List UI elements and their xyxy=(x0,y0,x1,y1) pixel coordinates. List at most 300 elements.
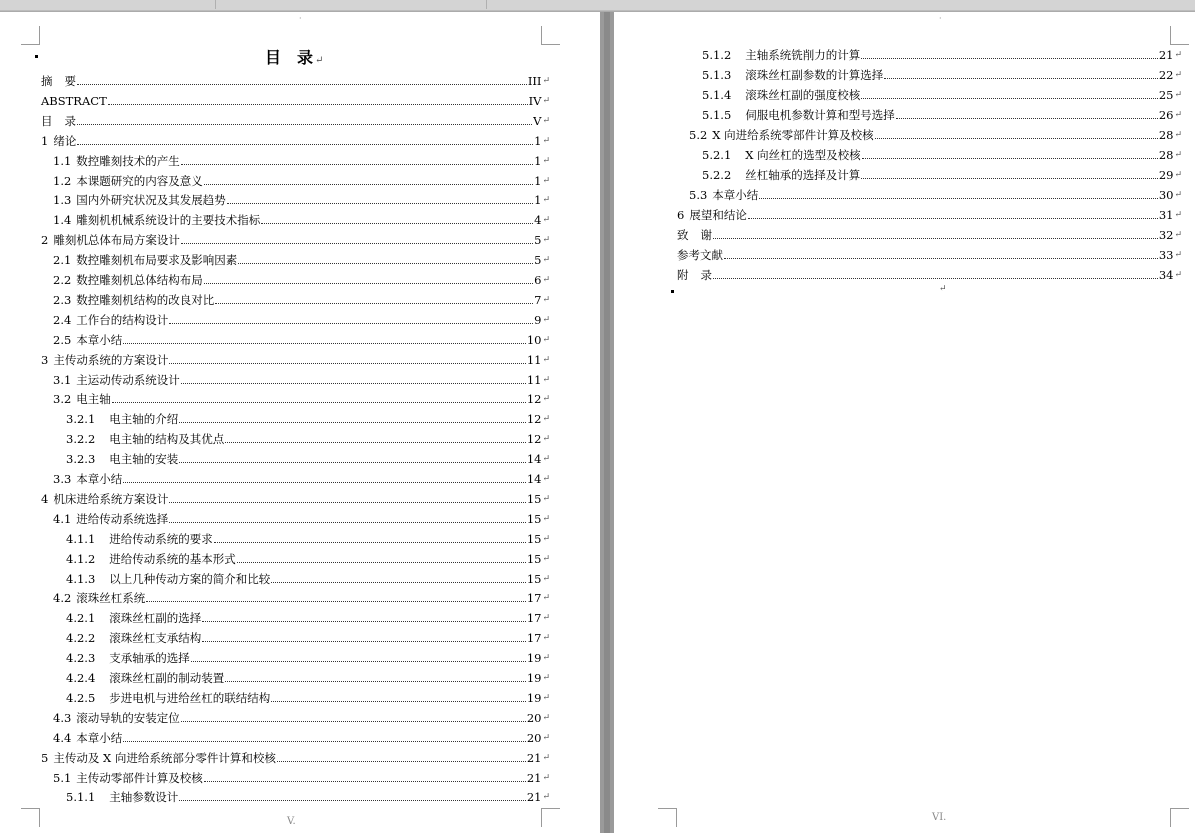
toc-entry-number: 5.1.5 xyxy=(702,108,732,122)
paragraph-mark: ↵ xyxy=(542,474,550,484)
dot-leader xyxy=(862,158,1158,159)
toc-entry-number: 5.1.4 xyxy=(702,88,732,102)
toc-entry-page: 25 xyxy=(1158,88,1174,102)
crop-mark xyxy=(658,808,677,827)
paragraph-mark: ↵ xyxy=(542,434,550,445)
toc-entry[interactable] xyxy=(53,168,550,188)
paragraph-mark: ↵ xyxy=(542,294,550,305)
dot-leader xyxy=(77,124,532,125)
dot-leader xyxy=(169,522,526,523)
dot-leader xyxy=(238,263,533,264)
dot-leader xyxy=(237,562,526,563)
toc-entry-page: 6 xyxy=(534,273,542,287)
paragraph-mark: ↵ xyxy=(542,633,550,644)
toc-entry-number: 5.3 xyxy=(689,188,708,202)
dot-leader xyxy=(169,323,533,324)
toc-entry-title: ABSTRACT xyxy=(41,93,107,108)
toc-entry[interactable] xyxy=(41,108,550,128)
toc-entry-page: 10 xyxy=(526,332,542,347)
toc-entry-number: 4.3 xyxy=(53,710,72,725)
paragraph-mark: ↵ xyxy=(542,493,550,504)
toc-entry[interactable] xyxy=(66,605,550,625)
toc-entry-title: 滚珠丝杠副参数的计算选择 xyxy=(745,68,884,82)
dot-leader xyxy=(214,542,526,543)
footer-page-number: VI xyxy=(932,812,944,823)
paragraph-mark: ↵ xyxy=(1174,130,1182,140)
paragraph-mark: ↵ xyxy=(542,573,550,584)
toc-entry-number: 2.4 xyxy=(53,312,72,327)
toc-entry-title: 进给传动系统的要求 xyxy=(109,531,213,546)
toc-entry[interactable] xyxy=(41,745,550,765)
toc-entry-number: 1.3 xyxy=(53,193,72,208)
toc-entry-title: 数控雕刻技术的产生 xyxy=(76,153,180,168)
toc-entry[interactable] xyxy=(53,327,550,347)
toc-entry-number: 2.3 xyxy=(53,292,72,307)
toc-entry-page: 21 xyxy=(1158,48,1174,62)
toc-entry-number: 5.2.2 xyxy=(702,168,732,182)
toc-entry[interactable] xyxy=(66,784,550,804)
paragraph-mark: ↵ xyxy=(939,284,947,294)
toc-entry[interactable] xyxy=(41,486,550,506)
toc-entry-number: 附 xyxy=(677,268,689,282)
title-char: 目 xyxy=(265,48,284,67)
paragraph-mark: ↵ xyxy=(542,613,550,624)
toc-entry-title: 电主轴的介绍 xyxy=(109,412,179,427)
dot-leader xyxy=(861,178,1158,179)
toc-entry[interactable] xyxy=(66,645,550,665)
toc-entry-page: 21 xyxy=(526,750,542,765)
toc-entry-page: 11 xyxy=(526,352,542,367)
toc-entry[interactable] xyxy=(689,182,1182,202)
toc-entry[interactable] xyxy=(53,148,550,168)
page-gap xyxy=(600,12,614,833)
toc-entry-title: 滚珠丝杠副的选择 xyxy=(109,611,202,626)
toc-entry-page: 28 xyxy=(1158,148,1174,162)
dot-leader xyxy=(169,363,525,364)
dot-leader xyxy=(108,104,528,105)
toc-entry[interactable] xyxy=(66,426,550,446)
toc-entry[interactable] xyxy=(41,68,550,88)
toc-entry-page: V xyxy=(533,113,542,128)
toc-entry-title: 机床进给系统方案设计 xyxy=(53,491,169,506)
paragraph-mark: ↵ xyxy=(542,175,550,186)
toc-entry-title: 主运动传动系统设计 xyxy=(76,372,180,387)
toc-entry-number: 3.2.3 xyxy=(66,452,96,467)
toc-entry-number: 摘 xyxy=(41,74,53,88)
page-title xyxy=(265,45,323,68)
toc-entry-title: 要 xyxy=(64,74,76,88)
toc-entry[interactable] xyxy=(53,307,550,327)
dot-leader xyxy=(875,138,1158,139)
toc-entry-title: 电主轴的结构及其优点 xyxy=(109,432,225,447)
toc-entry-number: 2.1 xyxy=(53,253,72,268)
dot-leader xyxy=(896,118,1158,119)
toc-entry-number: 5.1 xyxy=(53,770,72,785)
dot-leader xyxy=(271,582,526,583)
toc-entry[interactable] xyxy=(702,102,1182,122)
toc-entry-page: 21 xyxy=(526,770,542,785)
dot-leader xyxy=(202,621,526,622)
paragraph-mark: ↵ xyxy=(542,732,550,743)
toc-entry[interactable] xyxy=(41,347,550,367)
toc-entry-page: 14 xyxy=(526,472,542,486)
dot-leader xyxy=(123,343,526,344)
toc-entry-number: 5.2.1 xyxy=(702,148,732,162)
toc-entry-title: 雕刻机总体布局方案设计 xyxy=(53,233,180,248)
page-gap-bar xyxy=(604,12,610,833)
crop-mark xyxy=(21,26,40,45)
header-mark: · xyxy=(299,14,302,23)
toc-entry-page: 15 xyxy=(526,491,542,506)
toc-entry-page: 1 xyxy=(534,173,542,188)
toc-entry[interactable] xyxy=(66,625,550,645)
ruler-segment xyxy=(0,0,216,9)
toc-entry-title: 展望和结论 xyxy=(689,208,747,222)
toc-entry-page: 32 xyxy=(1158,228,1174,242)
toc-entry-page: 5 xyxy=(534,233,542,248)
toc-entry-number: 3.3 xyxy=(53,472,72,486)
paragraph-mark: ↵ xyxy=(542,135,550,146)
document-page-vi[interactable] xyxy=(614,12,1195,833)
paragraph-mark: ↵ xyxy=(1174,190,1182,200)
paragraph-mark: ↵ xyxy=(1174,270,1182,280)
toc-entry-title: 以上几种传动方案的简介和比较 xyxy=(109,571,271,586)
toc-entry-number: 4.2.1 xyxy=(66,611,96,626)
toc-entry-title: 滚珠丝杠系统 xyxy=(76,591,146,606)
toc-entry-title: 滚珠丝杠副的制动装置 xyxy=(109,671,225,685)
toc-entry-page: 5 xyxy=(534,253,542,268)
toc-entry-page: 33 xyxy=(1158,248,1174,262)
dot-leader xyxy=(261,223,533,224)
toc-entry-number: 4.1.1 xyxy=(66,531,96,546)
crop-mark xyxy=(21,808,40,827)
toc-entry-title: 数控雕刻机结构的改良对比 xyxy=(76,292,215,307)
toc-entry-page: IV xyxy=(528,93,542,108)
toc-entry-title: 雕刻机机械系统设计的主要技术指标 xyxy=(76,213,261,228)
toc-entry-page: 12 xyxy=(526,412,542,427)
dot-leader xyxy=(748,218,1158,219)
dot-leader xyxy=(759,198,1158,199)
toc-entry-number: 5.1.3 xyxy=(702,68,732,82)
paragraph-mark: ↵ xyxy=(542,115,550,126)
toc-entry-title: 步进电机与进给丝杠的联结结构 xyxy=(109,690,271,705)
paragraph-mark: ↵ xyxy=(542,195,550,206)
dot-leader xyxy=(713,238,1158,239)
toc-entry-number: 1.4 xyxy=(53,213,72,228)
paragraph-mark: ↵ xyxy=(542,513,550,524)
toc-entry[interactable] xyxy=(677,242,1182,262)
toc-entry-number: 5.1.2 xyxy=(702,48,732,62)
paragraph-mark: ↵ xyxy=(542,692,550,703)
document-page-v[interactable] xyxy=(0,12,600,833)
toc-entry-title: X 向丝杠的选型及校核 xyxy=(745,148,861,162)
toc-entry-number: 1 xyxy=(41,133,49,148)
toc-entry-number: 4.4 xyxy=(53,730,72,745)
dot-leader xyxy=(112,402,526,403)
dot-leader xyxy=(181,243,533,244)
toc-entry-number: 致 xyxy=(677,228,689,242)
dot-leader xyxy=(204,781,526,782)
paragraph-mark: ↵ xyxy=(1174,110,1182,120)
paragraph-mark: ↵ xyxy=(542,95,550,106)
paragraph-mark: ↵ xyxy=(542,653,550,664)
dot-leader xyxy=(204,283,533,284)
toc-entry-title: 国内外研究状况及其发展趋势 xyxy=(76,193,226,208)
toc-entry-title: 录 xyxy=(700,268,712,282)
toc-entry-number: 2 xyxy=(41,233,49,248)
paragraph-mark: ↵ xyxy=(1174,90,1182,100)
toc-entry-page: 21 xyxy=(526,790,542,805)
toc-entry-title: 本章小结 xyxy=(76,332,123,347)
toc-entry-title: 电主轴 xyxy=(76,392,111,407)
toc-entry-title: 本课题研究的内容及意义 xyxy=(76,173,203,188)
toc-entry-title: 本章小结 xyxy=(712,188,759,202)
paragraph-mark: ↵ xyxy=(542,215,550,226)
toc-entry[interactable] xyxy=(66,665,550,685)
toc-entry-title: 滚珠丝杠支承结构 xyxy=(109,631,202,646)
toc-entry-number: 3 xyxy=(41,352,49,367)
toc-entry-title: 主传动及 X 向进给系统部分零件计算和校核 xyxy=(53,750,276,765)
toc-entry-number: 4.1.2 xyxy=(66,551,96,566)
toc-entry[interactable] xyxy=(53,367,550,387)
toc-entry-title: 数控雕刻机布局要求及影响因素 xyxy=(76,253,238,268)
toc-entry[interactable] xyxy=(66,685,550,705)
toc-entry-number: 4.1 xyxy=(53,511,72,526)
toc-entry-title: 电主轴的安装 xyxy=(109,452,179,467)
toc-entry-number: 3.2.2 xyxy=(66,432,96,447)
toc-entry[interactable] xyxy=(53,585,550,605)
toc-entry-title: 丝杠轴承的选择及计算 xyxy=(745,168,861,182)
toc-entry-title: 参考文献 xyxy=(677,248,723,262)
toc-entry[interactable] xyxy=(53,725,550,745)
paragraph-mark: ↵ xyxy=(542,374,550,385)
dot-leader xyxy=(146,601,526,602)
paragraph-mark: ↵ xyxy=(542,454,550,465)
toc-entry-title: 绪论 xyxy=(53,133,77,148)
toc-entry-page: 15 xyxy=(526,511,542,526)
toc-entry-title: 数控雕刻机总体结构布局 xyxy=(76,273,203,287)
paragraph-mark: ↵ xyxy=(1174,210,1182,220)
paragraph-bullet xyxy=(35,55,38,58)
toc-entry-page: 20 xyxy=(526,730,542,745)
paragraph-mark: ↵ xyxy=(542,394,550,405)
toc-entry-number: 4 xyxy=(41,491,49,506)
toc-entry-page: 22 xyxy=(1158,68,1174,82)
toc-entry-page: III xyxy=(527,74,542,88)
dot-leader xyxy=(181,164,533,165)
toc-entry[interactable] xyxy=(41,88,550,108)
toc-entry-number: 5 xyxy=(41,750,49,765)
toc-entry[interactable] xyxy=(66,566,550,586)
toc-entry[interactable] xyxy=(66,546,550,566)
page-number-footer: VI. xyxy=(932,812,947,823)
toc-entry-title: 主传动系统的方案设计 xyxy=(53,352,169,367)
dot-leader xyxy=(77,144,533,145)
toc-entry-page: 12 xyxy=(526,392,542,407)
paragraph-mark: ↵ xyxy=(542,334,550,345)
paragraph-mark: ↵ xyxy=(542,354,550,365)
toc-entry-page: 11 xyxy=(526,372,542,387)
toc-entry-title: 支承轴承的选择 xyxy=(109,651,190,666)
dot-leader xyxy=(77,84,527,85)
dot-leader xyxy=(202,641,526,642)
toc-entry[interactable] xyxy=(41,227,550,247)
toc-entry-number: 1.2 xyxy=(53,173,72,188)
paragraph-mark: ↵ xyxy=(1174,50,1182,60)
toc-entry[interactable] xyxy=(702,82,1182,102)
toc-entry-title: 伺服电机参数计算和型号选择 xyxy=(745,108,895,122)
toc-entry[interactable] xyxy=(677,222,1182,242)
toc-entry[interactable] xyxy=(677,262,1182,282)
paragraph-mark: ↵ xyxy=(1174,170,1182,180)
toc-entry[interactable] xyxy=(53,247,550,267)
toc-entry-title: 主传动零部件计算及校核 xyxy=(76,770,203,785)
dot-leader xyxy=(271,701,526,702)
toc-entry[interactable] xyxy=(53,287,550,307)
dot-leader xyxy=(181,383,526,384)
toc-entry-number: 5.1.1 xyxy=(66,790,96,805)
toc-entry-page: 15 xyxy=(526,551,542,566)
dot-leader xyxy=(884,78,1158,79)
toc-entry[interactable] xyxy=(53,267,550,287)
toc-entry-page: 19 xyxy=(526,690,542,705)
paragraph-mark: ↵ xyxy=(542,712,550,723)
toc-entry[interactable] xyxy=(53,207,550,227)
toc-entry-page: 15 xyxy=(526,531,542,546)
toc-entry[interactable] xyxy=(702,42,1182,62)
toc-entry[interactable] xyxy=(53,386,550,406)
toc-entry[interactable] xyxy=(66,526,550,546)
toc-entry-title: 滚珠丝杠副的强度校核 xyxy=(745,88,861,102)
toc-entry-title: 主轴系统铣削力的计算 xyxy=(745,48,861,62)
toc-entry-number: 5.2 xyxy=(689,128,708,142)
toc-entry-number: 3.2 xyxy=(53,392,72,407)
toc-entry-number: 4.2.5 xyxy=(66,690,96,705)
toc-entry-number: 4.2.3 xyxy=(66,651,96,666)
paragraph-mark: ↵ xyxy=(542,275,550,285)
toc-entry-page: 17 xyxy=(526,611,542,626)
paragraph-mark: ↵ xyxy=(542,414,550,425)
dot-leader xyxy=(181,721,526,722)
toc-entry[interactable] xyxy=(53,765,550,785)
paragraph-mark: ↵ xyxy=(542,772,550,783)
dot-leader xyxy=(179,422,526,423)
dot-leader xyxy=(227,203,533,204)
paragraph-mark: ↵ xyxy=(542,235,550,246)
dot-leader xyxy=(225,681,526,682)
toc-entry-number: 2.2 xyxy=(53,273,72,287)
toc-entry-page: 1 xyxy=(534,153,542,168)
toc-entry-page: 34 xyxy=(1158,268,1174,282)
toc-entry-title: 谢 xyxy=(700,228,712,242)
toc-entry-page: 12 xyxy=(526,432,542,447)
toc-entry[interactable] xyxy=(702,162,1182,182)
dot-leader xyxy=(861,58,1158,59)
toc-entry[interactable] xyxy=(702,142,1182,162)
toc-entry-title: 工作台的结构设计 xyxy=(76,312,169,327)
toc-entry-number: 3.2.1 xyxy=(66,412,96,427)
paragraph-mark: ↵ xyxy=(542,593,550,604)
dot-leader xyxy=(204,184,533,185)
toc-entry-page: 17 xyxy=(526,591,542,606)
toc-entry-number: 目 xyxy=(41,113,53,128)
footer-page-number: V xyxy=(287,816,293,827)
paragraph-mark: ↵ xyxy=(542,752,550,763)
toc-entry-number: 4.1.3 xyxy=(66,571,96,586)
dot-leader xyxy=(225,442,526,443)
toc-entry-page: 7 xyxy=(534,292,542,307)
toc-entry[interactable] xyxy=(702,62,1182,82)
dot-leader xyxy=(169,502,525,503)
toc-entry[interactable] xyxy=(66,446,550,466)
toc-entry-page: 1 xyxy=(534,193,542,208)
dot-leader xyxy=(123,741,526,742)
paragraph-mark: ↵ xyxy=(542,76,550,86)
toc-entry-page: 29 xyxy=(1158,168,1174,182)
paragraph-mark: ↵ xyxy=(1174,230,1182,240)
toc-entry[interactable] xyxy=(677,202,1182,222)
paragraph-mark: ↵ xyxy=(1174,250,1182,260)
toc-entry-number: 4.2 xyxy=(53,591,72,606)
paragraph-mark: ↵ xyxy=(315,55,324,66)
toc-entry-title: 滚动导轨的安装定位 xyxy=(76,710,180,725)
toc-entry-title: 本章小结 xyxy=(76,472,123,486)
toc-entry-page: 20 xyxy=(526,710,542,725)
toc-entry-page: 15 xyxy=(526,571,542,586)
header-mark: · xyxy=(939,14,942,23)
toc-entry-page: 26 xyxy=(1158,108,1174,122)
toc-entry-number: 1.1 xyxy=(53,153,72,168)
toc-entry-title: X 向进给系统零部件计算及校核 xyxy=(712,128,874,142)
title-char: 录 xyxy=(297,48,316,67)
ruler-bar xyxy=(0,0,1195,11)
paragraph-mark: ↵ xyxy=(542,553,550,564)
toc-entry[interactable] xyxy=(53,466,550,486)
toc-entry[interactable] xyxy=(41,128,550,148)
paragraph-bullet xyxy=(671,290,674,293)
toc-entry-number: 6 xyxy=(677,208,685,222)
toc-entry-page: 14 xyxy=(526,452,542,467)
toc-entry-page: 30 xyxy=(1158,188,1174,202)
toc-entry-title: 录 xyxy=(64,113,76,128)
toc-entry[interactable] xyxy=(53,705,550,725)
toc-entry-page: 9 xyxy=(534,312,542,327)
toc-entry-title: 主轴参数设计 xyxy=(109,790,179,805)
toc-entry-title: 进给传动系统选择 xyxy=(76,511,169,526)
paragraph-mark: ↵ xyxy=(542,792,550,803)
paragraph-mark: ↵ xyxy=(542,314,550,325)
toc-entry[interactable] xyxy=(53,187,550,207)
page-number-footer: V. xyxy=(287,816,296,827)
paragraph-mark: ↵ xyxy=(542,155,550,166)
toc-entry-number: 2.5 xyxy=(53,332,72,347)
toc-entry-page: 1 xyxy=(534,133,542,148)
toc-entry-page: 19 xyxy=(526,651,542,666)
toc-entry[interactable] xyxy=(53,506,550,526)
ruler-segment xyxy=(216,0,487,9)
toc-entry[interactable] xyxy=(689,122,1182,142)
toc-entry-number: 3.1 xyxy=(53,372,72,387)
crop-mark xyxy=(541,26,560,45)
toc-entry-page: 31 xyxy=(1158,208,1174,222)
toc-entry-page: 17 xyxy=(526,631,542,646)
toc-entry-page: 4 xyxy=(534,213,542,228)
dot-leader xyxy=(191,661,526,662)
toc-entry-page: 28 xyxy=(1158,128,1174,142)
toc-entry-number: 4.2.4 xyxy=(66,671,96,685)
dot-leader xyxy=(861,98,1158,99)
toc-entry[interactable] xyxy=(66,406,550,426)
